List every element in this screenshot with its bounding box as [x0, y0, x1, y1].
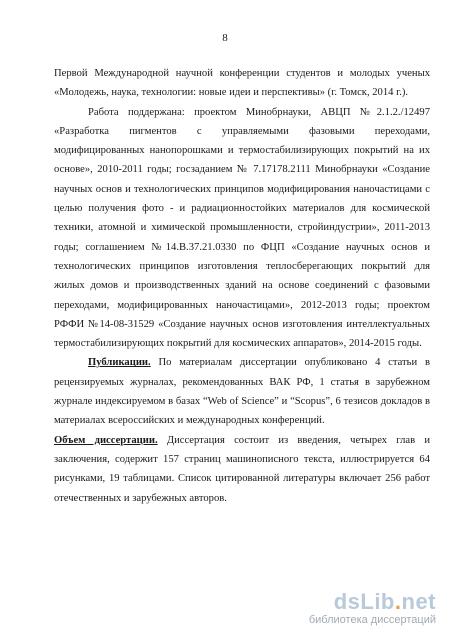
watermark-logo-dot: .	[394, 589, 402, 614]
paragraph-publications	[54, 353, 430, 430]
watermark-logo	[309, 590, 436, 614]
site-watermark	[309, 590, 436, 627]
volume-text: Диссертация состоит из введения, четырех глав и заключения, содержит 157 страниц машинописного текста, иллюстрируется 64 рисунками, 19 таблицами. Список цитированной литературы включает 256 работ отечественных и зарубежных авторов.	[54, 434, 430, 504]
watermark-subtitle: библиотека диссертаций	[308, 614, 436, 626]
publications-heading: Публикации.	[88, 357, 151, 369]
watermark-logo-main: dsLib	[333, 589, 395, 614]
publications-text: По материалам диссертации опубликовано 4 статьи в рецензируемых журналах, рекомендованных ВАК РФ, 1 статья в зарубежном журнале индексируемом в базах “Web of Science” и “Scopus”, 6 тезисов докладов в материалах всероссийских и международных конференций.	[54, 357, 430, 427]
paragraph-support: Работа поддержана: проектом Минобрнауки, АВЦП №2.1.2./12497 «Разработка пигментов с управляемыми фазовыми переходами, модифицированных нанопорошками и термостабилизирующих покрытий на их основе», 2010-2011 годы; госзаданием № 7.17178.2111 Минобрнауки «Создание научных основ и технологических принципов модифицирования наночастицами с целью получения фото - и радиационностойких материалов для космической техники, атомной и химической промышленности, стройиндустрии», 2011-2013 годы; соглашением №14.B.37.21.0330 по ФЦП «Создание научных основ и технологических принципов изготовления теплосберегающих покрытий для жилых домов и производственных зданий на основе соединений с фазовыми переходами, модифицированных наночастицами», 2012-2013 годы; проектом РФФИ №14-08-31529 «Создание научных основ изготовления интеллектуальных термостабилизирующих покрытий для космических аппаратов», 2014-2015 годы.	[54, 106, 430, 350]
volume-heading: Объем диссертации.	[54, 434, 158, 446]
page-number: 8	[222, 32, 228, 44]
paragraph-intro: Первой Международной научной конференции студентов и молодых ученых «Молодежь, наука, технологии: новые идеи и перспективы» (г. Томск, 2014 г.).	[54, 68, 430, 99]
document-body	[54, 64, 430, 508]
paragraph-volume	[54, 431, 430, 508]
watermark-logo-tld: net	[401, 589, 436, 614]
